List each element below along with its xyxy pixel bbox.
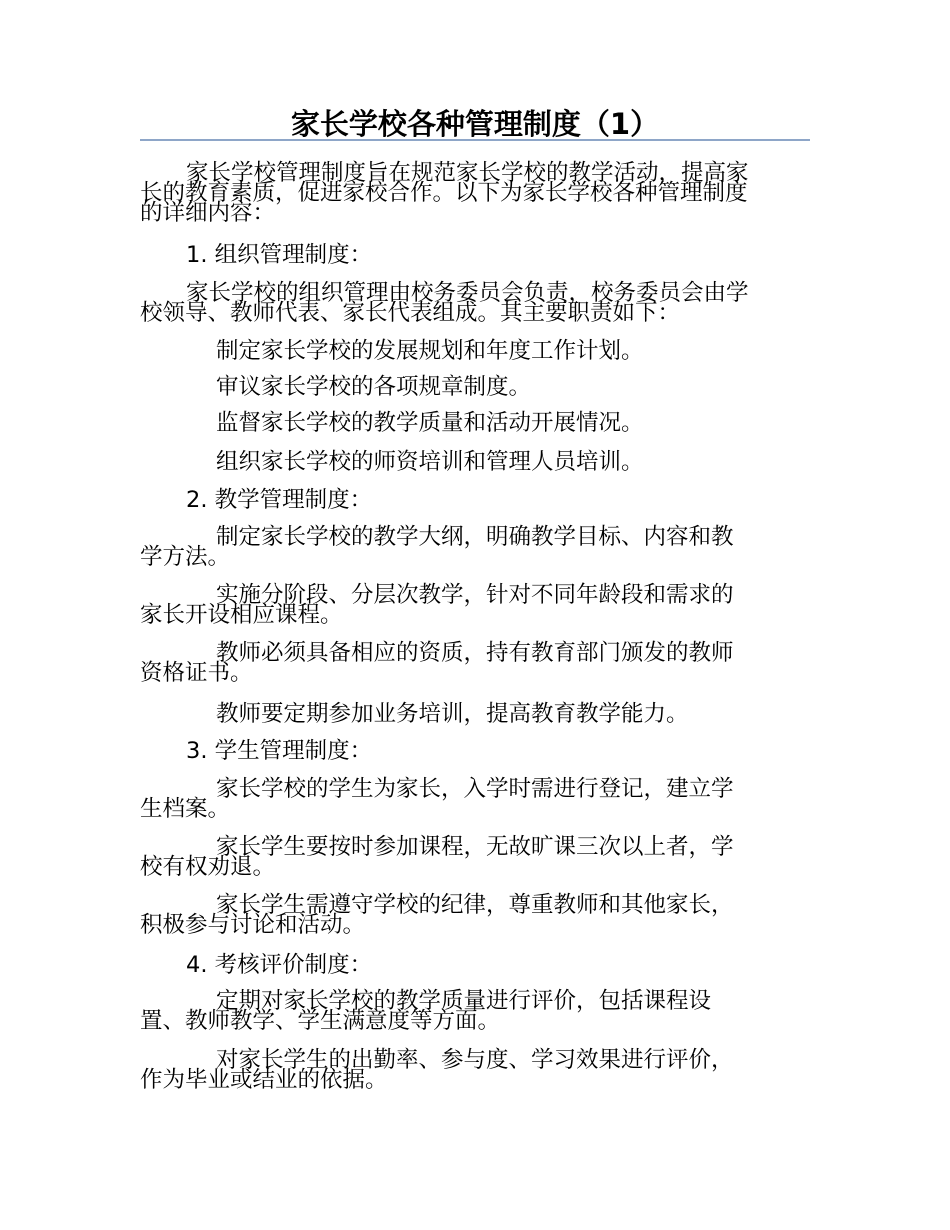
section-4-paragraph-2-line-1: 对家长学生的出勤率、参与度、学习效果进行评价， <box>216 1047 734 1073</box>
section-3-paragraph-2 <box>140 834 734 880</box>
section-2-paragraph-2-line-2: 家长开设相应课程。 <box>140 602 343 628</box>
document-title: 家长学校各种管理制度（1） <box>290 107 660 141</box>
intro-line-3: 的详细内容： <box>140 200 276 226</box>
section-3-paragraph-1 <box>140 776 734 822</box>
section-2-paragraph-1 <box>140 524 734 570</box>
section-3-paragraph-2-line-2: 校有权劝退。 <box>140 854 276 880</box>
section-4-paragraph-2 <box>140 1047 734 1093</box>
intro-line-1: 家长学校管理制度旨在规范家长学校的教学活动，提高家 <box>186 160 749 186</box>
section-1-item-3: 监督家长学校的教学质量和活动开展情况。 <box>216 410 644 436</box>
section-3-paragraph-3 <box>140 892 734 938</box>
section-4-paragraph-1 <box>140 988 712 1034</box>
section-4-paragraph-1-line-1: 定期对家长学校的教学质量进行评价，包括课程设 <box>216 988 712 1014</box>
section-1-item-2: 审议家长学校的各项规章制度。 <box>216 374 532 400</box>
section-1-paragraph-line-2: 校领导、教师代表、家长代表组成。其主要职责如下： <box>140 300 681 326</box>
section-2-paragraph-2 <box>140 582 734 628</box>
section-2-paragraph-1-line-1: 制定家长学校的教学大纲，明确教学目标、内容和教 <box>216 524 734 550</box>
section-4-heading: 4. 考核评价制度： <box>186 952 373 978</box>
section-1-item-1: 制定家长学校的发展规划和年度工作计划。 <box>216 338 644 364</box>
section-1-heading: 1. 组织管理制度： <box>186 242 373 268</box>
section-1-item-4: 组织家长学校的师资培训和管理人员培训。 <box>216 449 644 475</box>
section-1-paragraph-line-1: 家长学校的组织管理由校务委员会负责，校务委员会由学 <box>186 280 749 306</box>
title-underline <box>140 139 810 141</box>
section-4-paragraph-1-line-2: 置、教师教学、学生满意度等方面。 <box>140 1008 501 1034</box>
section-4-paragraph-2-line-2: 作为毕业或结业的依据。 <box>140 1067 388 1093</box>
section-3-heading: 3. 学生管理制度： <box>186 738 373 764</box>
intro-line-2: 长的教育素质，促进家校合作。以下为家长学校各种管理制度 <box>140 180 748 206</box>
section-3-paragraph-1-line-1: 家长学校的学生为家长，入学时需进行登记，建立学 <box>216 776 734 802</box>
intro-paragraph <box>140 160 749 226</box>
section-2-paragraph-1-line-2: 学方法。 <box>140 544 231 570</box>
section-3-paragraph-2-line-1: 家长学生要按时参加课程，无故旷课三次以上者，学 <box>216 834 734 860</box>
section-3-paragraph-1-line-2: 生档案。 <box>140 796 231 822</box>
section-2-heading: 2. 教学管理制度： <box>186 487 373 513</box>
section-1-paragraph <box>140 280 749 326</box>
section-2-paragraph-3-line-2: 资格证书。 <box>140 660 253 686</box>
section-3-paragraph-3-line-1: 家长学生需遵守学校的纪律，尊重教师和其他家长， <box>216 892 734 918</box>
section-2-item-1: 教师要定期参加业务培训，提高教育教学能力。 <box>216 701 689 727</box>
section-2-paragraph-2-line-1: 实施分阶段、分层次教学，针对不同年龄段和需求的 <box>216 582 734 608</box>
section-2-paragraph-3-line-1: 教师必须具备相应的资质，持有教育部门颁发的教师 <box>216 640 734 666</box>
section-3-paragraph-3-line-2: 积极参与讨论和活动。 <box>140 912 366 938</box>
section-2-paragraph-3 <box>140 640 734 686</box>
